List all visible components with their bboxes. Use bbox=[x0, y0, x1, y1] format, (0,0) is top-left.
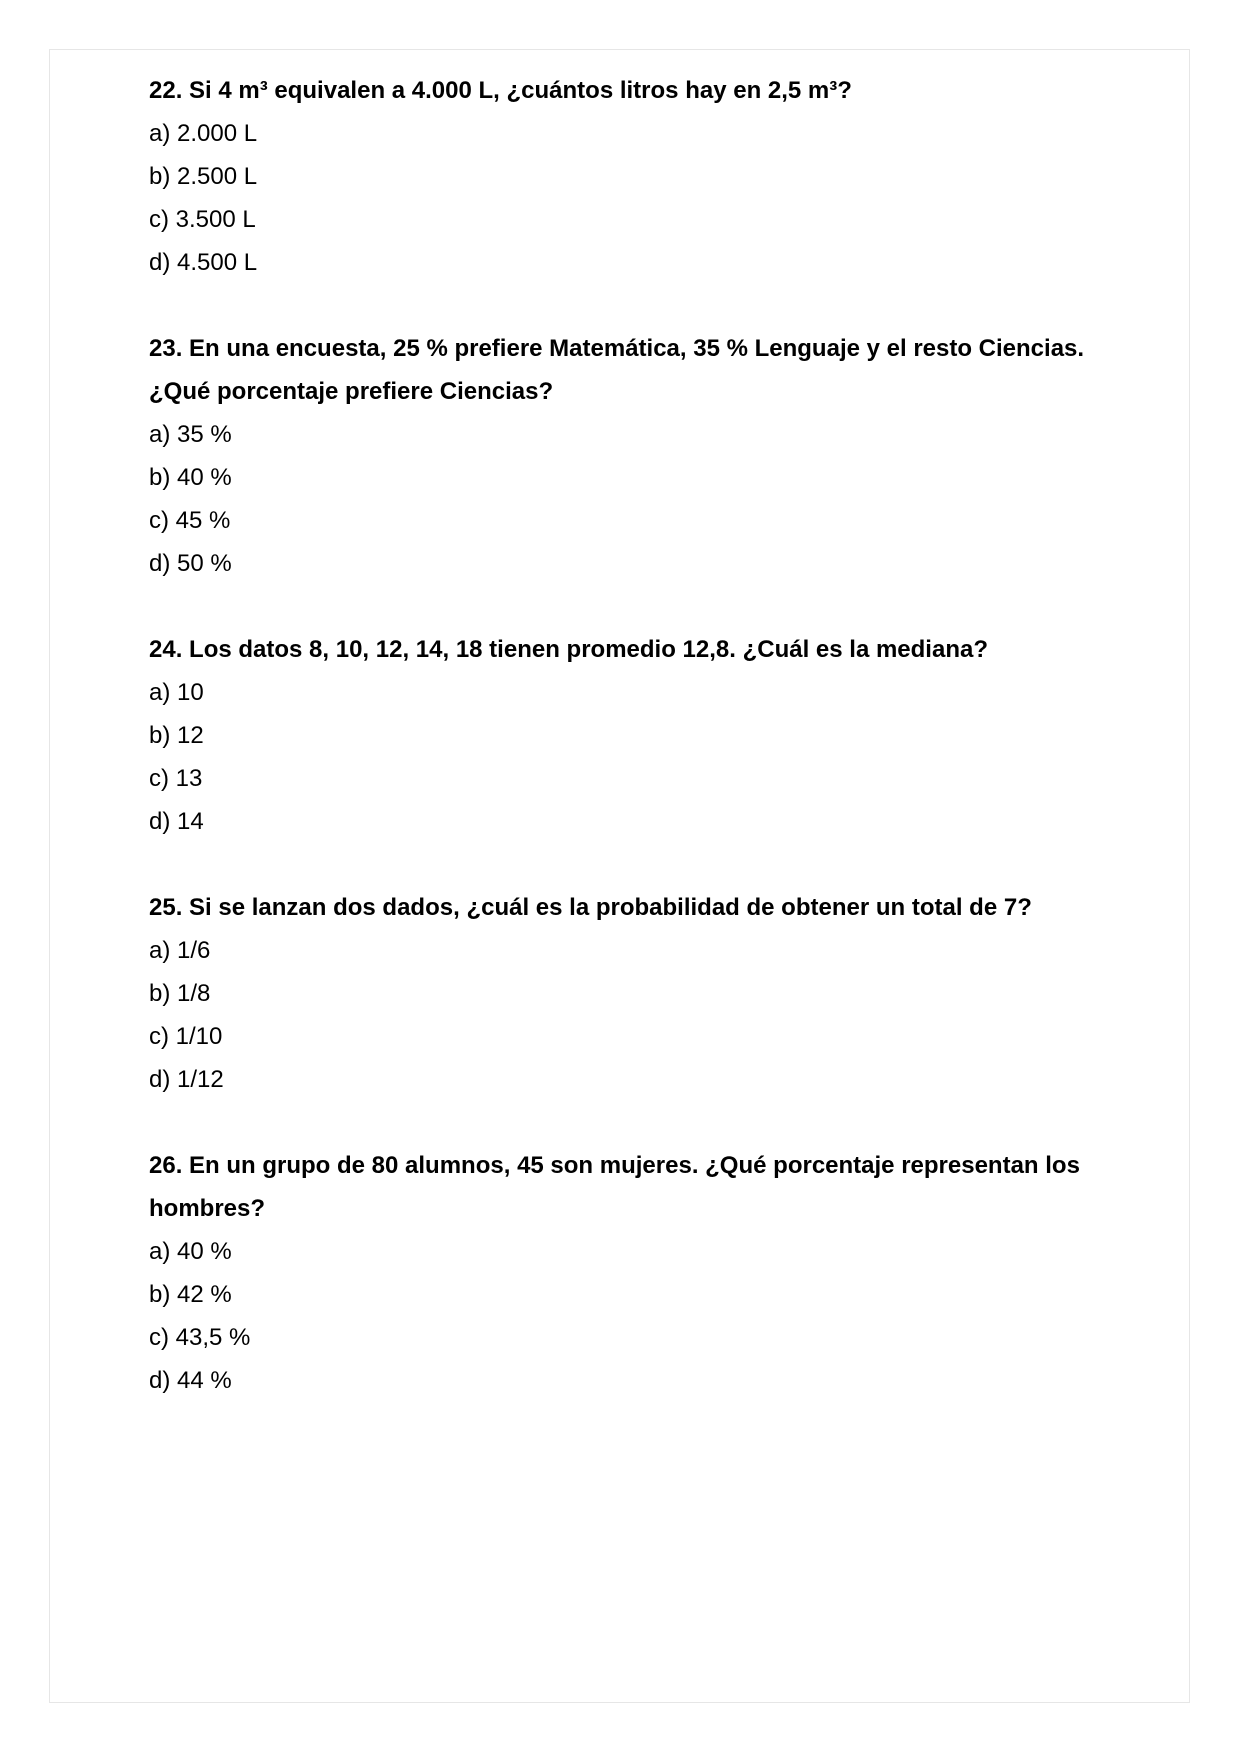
question-24 bbox=[149, 628, 1134, 843]
answer-option-b: b) 12 bbox=[149, 722, 204, 749]
answer-option-a: a) 1/6 bbox=[149, 937, 211, 964]
answer-option-d: d) 4.500 L bbox=[149, 249, 258, 276]
question-25 bbox=[149, 886, 1134, 1101]
question-text: 22. Si 4 m³ equivalen a 4.000 L, ¿cuántos litros hay en 2,5 m³? bbox=[149, 77, 852, 104]
answer-option-d: d) 44 % bbox=[149, 1367, 232, 1394]
answer-option-d: d) 50 % bbox=[149, 550, 232, 577]
answer-option-b: b) 2.500 L bbox=[149, 163, 258, 190]
answer-option-c: c) 45 % bbox=[149, 507, 231, 534]
answer-option-b: b) 42 % bbox=[149, 1281, 232, 1308]
answer-option-c: c) 13 bbox=[149, 765, 203, 792]
answer-option-c: c) 1/10 bbox=[149, 1023, 223, 1050]
question-list bbox=[149, 69, 1134, 1445]
answer-option-a: a) 10 bbox=[149, 679, 204, 706]
question-text: 24. Los datos 8, 10, 12, 14, 18 tienen promedio 12,8. ¿Cuál es la mediana? bbox=[149, 636, 988, 663]
answer-option-c: c) 3.500 L bbox=[149, 206, 256, 233]
question-22 bbox=[149, 69, 1134, 284]
question-23 bbox=[149, 327, 1134, 585]
answer-option-b: b) 1/8 bbox=[149, 980, 211, 1007]
answer-option-b: b) 40 % bbox=[149, 464, 232, 491]
question-text: 25. Si se lanzan dos dados, ¿cuál es la probabilidad de obtener un total de 7? bbox=[149, 894, 1032, 921]
answer-option-d: d) 1/12 bbox=[149, 1066, 224, 1093]
answer-option-a: a) 40 % bbox=[149, 1238, 232, 1265]
question-26 bbox=[149, 1144, 1134, 1402]
answer-option-a: a) 35 % bbox=[149, 421, 232, 448]
answer-option-c: c) 43,5 % bbox=[149, 1324, 251, 1351]
answer-option-d: d) 14 bbox=[149, 808, 204, 835]
question-text: 26. En un grupo de 80 alumnos, 45 son mujeres. ¿Qué porcentaje representan los hombres? bbox=[149, 1152, 1080, 1222]
answer-option-a: a) 2.000 L bbox=[149, 120, 258, 147]
question-text: 23. En una encuesta, 25 % prefiere Matemática, 35 % Lenguaje y el resto Ciencias. ¿Qué porcentaje prefiere Ciencias? bbox=[149, 335, 1085, 405]
